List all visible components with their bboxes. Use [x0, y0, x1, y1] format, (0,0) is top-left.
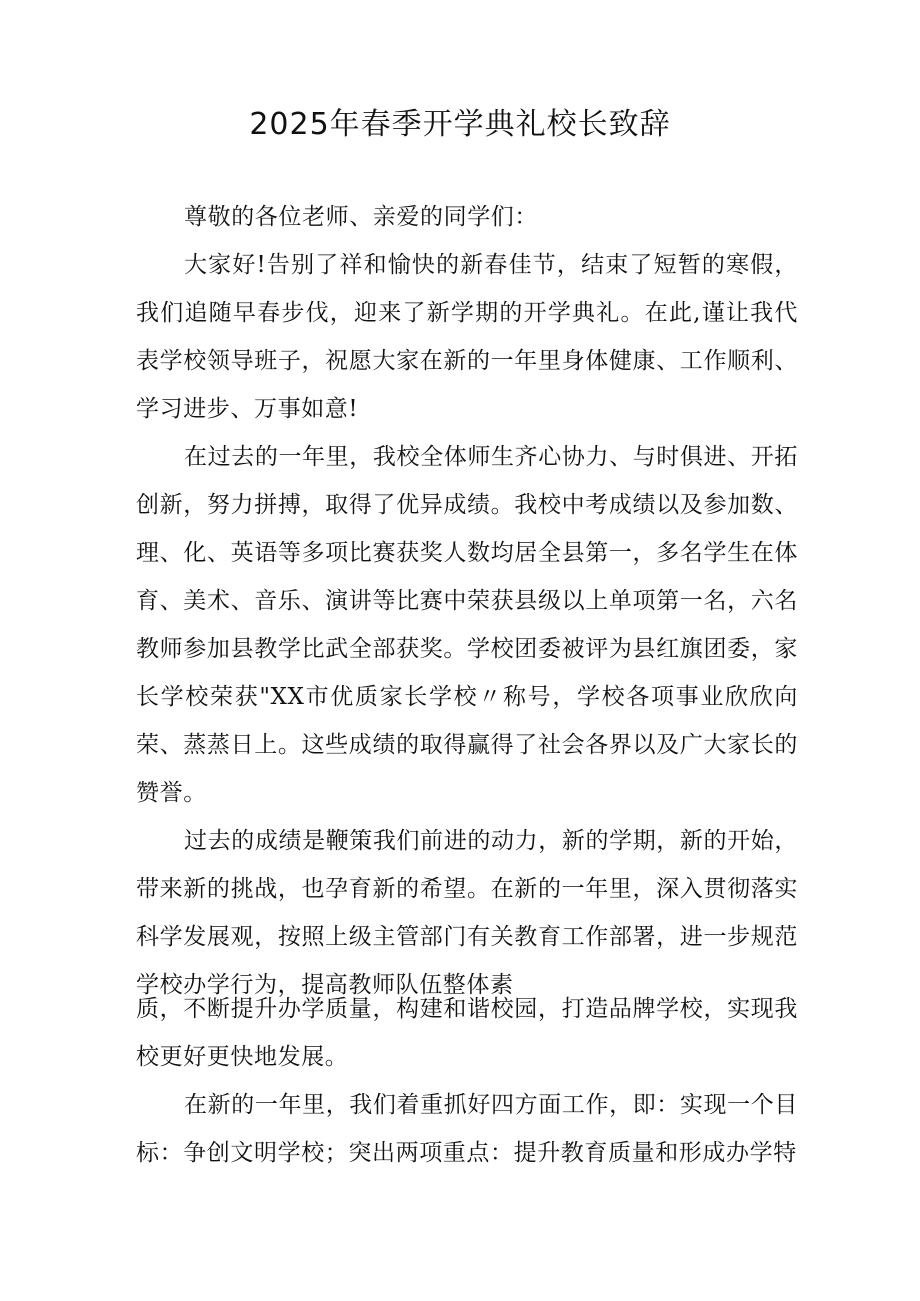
document-body-main — [136, 193, 798, 1009]
document-title: 2025年春季开学典礼校长致辞 — [249, 107, 671, 142]
paragraph-continuation: 质，不断提升办学质量，构建和谐校园，打造品牌学校，实现我校更好更快地发展。 — [136, 996, 798, 1070]
paragraph-greeting: 大家好!告别了祥和愉快的新春佳节，结束了短暂的寒假，我们追随早春步伐，迎来了新学期的开学典礼。在此,谨让我代表学校领导班子，祝愿大家在新的一年里身体健康、工作顺利、学习进步、万事如意! — [136, 252, 798, 422]
paragraph-four-tasks: 在新的一年里，我们着重抓好四方面工作，即：实现一个目标：争创文明学校；突出两项重点：提升教育质量和形成办学特 — [136, 1092, 798, 1166]
salutation: 尊敬的各位老师、亲爱的同学们： — [184, 204, 538, 230]
paragraph-achievements: 在过去的一年里，我校全体师生齐心协力、与时俱进、开拓创新，努力拼搏，取得了优异成绩。我校中考成绩以及参加数、理、化、英语等多项比赛获奖人数均居全县第一，多名学生在体育、美术、音乐、演讲等比赛中荣获县级以上单项第一名，六名教师参加县教学比武全部获奖。学校团委被评为县红旗团委，家长学校荣获"XX市优质家长学校〃称号，学校各项事业欣欣向荣、蒸蒸日上。这些成绩的取得赢得了社会各界以及广大家长的赞誉。 — [136, 444, 798, 806]
document-body-last — [136, 1081, 798, 1177]
document-body-continuation — [136, 985, 798, 1081]
paragraph-new-semester: 过去的成绩是鞭策我们前进的动力，新的学期，新的开始，带来新的挑战，也孕育新的希望。在新的一年里，深入贯彻落实科学发展观，按照上级主管部门有关教育工作部署，进一步规范学校办学行为，提高教师队伍整体素 — [136, 828, 798, 998]
